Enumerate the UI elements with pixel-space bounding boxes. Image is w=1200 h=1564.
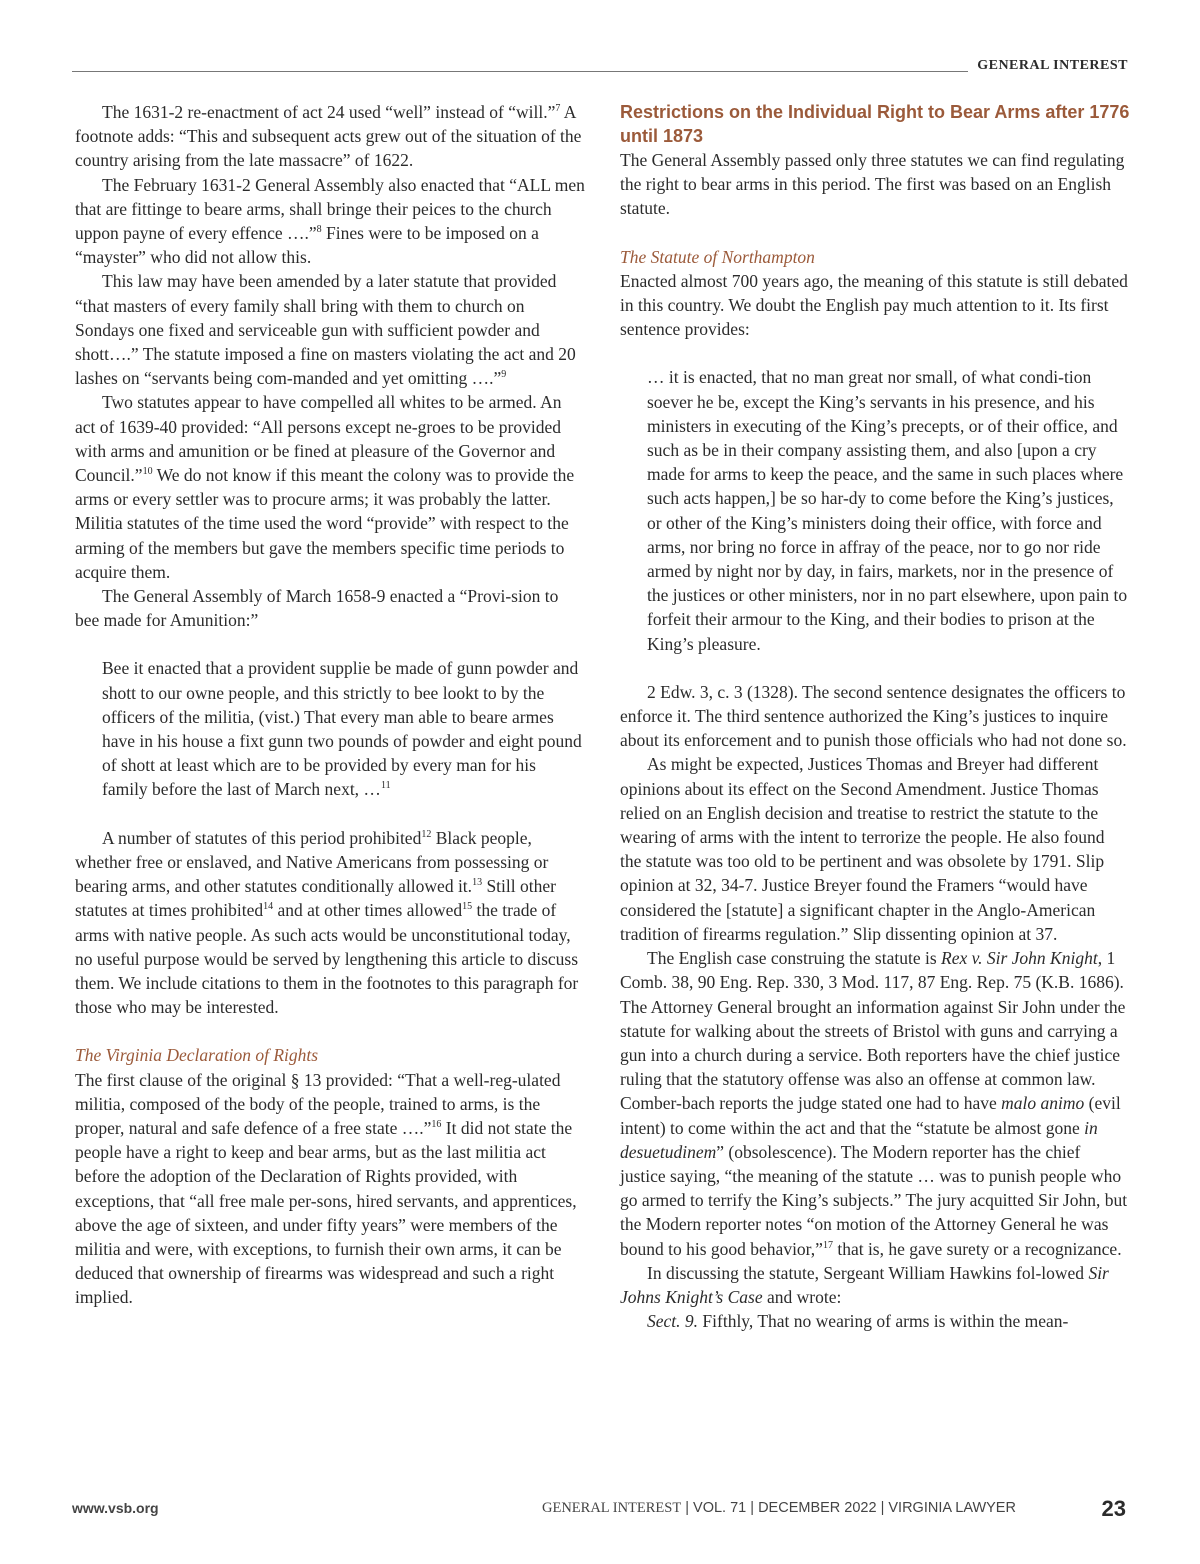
footnote-ref: 10 — [142, 466, 153, 478]
running-header — [72, 58, 1128, 78]
footnote-ref: 15 — [462, 901, 473, 913]
paragraph: The English case construing the statute is Rex v. Sir John Knight, 1 Comb. 38, 90 Eng. Rep. 330, 3 Mod. 117, 87 Eng. Rep. 75 (K.B. 1686). The Attorney General brought an information against Sir John under the statute for walking about the streets of Bristol with guns and carrying a gun into a church during a service. Both reporters have the chief justice ruling that the statutory offense was also an offense at common law. Comber-bach reports the judge stated one had to have malo animo (evil intent) to come within the act and that the “statute be almost gone in desuetudinem” (obsolescence). The Modern reporter has the chief justice saying, “the meaning of the statute … was to punish people who go armed to terrify the King’s subjects.” The jury acquitted Sir John, but the Modern reporter notes “on motion of the Attorney General he was bound to his good behavior,”$^{17}$ that is, he gave surety or a recognizance. — [620, 948, 1128, 1259]
footnote-ref: 11 — [380, 780, 391, 792]
header-rule — [72, 71, 968, 72]
footnote-ref: 7 — [555, 103, 561, 115]
paragraph: The 1631-2 re-enactment of act 24 used “well” instead of “will.”$^7$ A footnote adds: “This and subsequent acts grew out of the situation of the country arising from the late massacre” of 1622. — [75, 102, 582, 171]
footer-publication-info: GENERAL INTEREST | VOL. 71 | DECEMBER 2022 | VIRGINIA LAWYER — [542, 1500, 1016, 1516]
paragraph: Two statutes appear to have compelled all whites to be armed. An act of 1639-40 provided: “All persons except ne-groes to be provided with arms and amunition or be fined at pleasure of the Governor and Council.”$^{10}$ We do not know if this meant the colony was to provide the arms or every settler was to procure arms; it was probably the latter. Militia statutes of the time used the word “provide” with respect to the arming of the members but gave the members specific time periods to acquire them. — [75, 392, 575, 582]
footnote-ref: 17 — [822, 1239, 833, 1251]
paragraph: In discussing the statute, Sergeant William Hawkins fol-lowed Sir Johns Knight’s Case and wrote: — [620, 1262, 1109, 1307]
block-quote: Bee it enacted that a provident supplie be made of gunn powder and shott to our owne people, and this strictly to bee lookt to by the officers of the militia, (vist.) That every man able to beare armes have in his house a fixt gunn two pounds of powder and eight pound of shott at least which are to be provided by every man for his family before the last of March next, …$^{11}$ — [102, 658, 582, 800]
paragraph: The General Assembly passed only three statutes we can find regulating the right to bear arms in this period. The first was based on an English statute. — [620, 150, 1125, 219]
right-column — [620, 100, 1130, 1333]
subheading-statute-of-northampton: The Statute of Northampton — [620, 246, 815, 267]
left-column — [75, 100, 585, 1310]
section-heading: Restrictions on the Individual Right to Bear Arms after 1776 until 1873 — [620, 102, 1130, 146]
subheading-virginia-declaration: The Virginia Declaration of Rights — [75, 1045, 319, 1066]
paragraph: This law may have been amended by a later statute that provided “that masters of every family shall bring with them to church on Sondays one fixed and serviceable gun with sufficient powder and shott….” The statute imposed a fine on masters violating the act and 20 lashes on “servants being com-manded and yet omitting ….”$^9$ — [75, 271, 576, 389]
footnote-ref: 16 — [431, 1119, 442, 1131]
footer-website-link[interactable]: www.vsb.org — [72, 1500, 159, 1516]
paragraph: 2 Edw. 3, c. 3 (1328). The second sentence designates the officers to enforce it. The third sentence authorized the King’s justices to inquire about its enforcement and to punish those officials who had not done so. — [620, 681, 1127, 751]
footnote-ref: 14 — [263, 901, 274, 913]
page-number: 23 — [1101, 1496, 1126, 1521]
paragraph: The General Assembly of March 1658-9 enacted a “Provi-sion to bee made for Amunition:” — [75, 586, 559, 631]
header-section-label: GENERAL INTEREST — [977, 58, 1128, 73]
paragraph: As might be expected, Justices Thomas and Breyer had different opinions about its effect on the Second Amendment. Justice Thomas relied on an English decision and treatise to restrict the statute to the wearing of arms with the intent to terrorize the people. He also found the statute was too old to be pertinent and was obsolete by 1791. Slip opinion at 32, 34-7. Justice Breyer found the Framers “would have considered the [statute] a significant chapter in the Anglo-American tradition of firearms regulation.” Slip dissenting opinion at 37. — [620, 754, 1105, 944]
footnote-ref: 13 — [472, 877, 483, 889]
footnote-ref: 8 — [316, 224, 322, 236]
paragraph: Sect. 9. Fifthly, That no wearing of arms is within the mean- — [647, 1311, 1069, 1332]
block-quote: … it is enacted, that no man great nor small, of what condi-tion soever he be, except the King’s servants in his presence, and his ministers in executing of the King’s precepts, or of their office, and such as be in their company assisting them, and also [upon a cry made for arms to keep the peace, and the same in such places where such acts happen,] be so har-dy to come before the King’s justices, or other of the King’s ministers doing their office, with force and arms, nor bring no force in affray of the peace, nor to go nor ride armed by night nor by day, in fairs, markets, nor in the presence of the justices or other ministers, nor in no part elsewhere, upon pain to forfeit their armour to the King, and their bodies to prison at the King’s pleasure. — [647, 367, 1128, 654]
page-footer — [72, 1496, 1128, 1520]
paragraph: The February 1631-2 General Assembly also enacted that “ALL men that are fittinge to beare arms, shall bringe their peices to the church uppon payne of every effence ….”$^8$ Fines were to be imposed on a “mayster” who did not allow this. — [75, 174, 585, 268]
paragraph: A number of statutes of this period prohibited$^{12}$ Black people, whether free or enslaved, and Native Americans from possessing or bearing arms, and other statutes conditionally allowed it.$^{13}$ Still other statutes at times prohibited$^{14}$ and at other times allowed$^{15}$ the trade of arms with native people. As such acts would be unconstitutional today, no useful purpose would be served by lengthening this article to discuss them. We include citations to them in the footnotes to this paragraph for those who may be interested. — [75, 827, 579, 1018]
footnote-ref: 9 — [501, 369, 507, 381]
paragraph: The first clause of the original § 13 provided: “That a well-reg-ulated militia, composed of the body of the people, trained to arms, is the proper, natural and safe defence of a free state ….”$^{16}$ It did not state the people have a right to keep and bear arms, but as the last militia act before the adoption of the Declaration of Rights provided, with exceptions, that “all free male per-sons, hired servants, and apprentices, above the age of sixteen, and under fifty years” were members of the militia and were, with exceptions, to furnish their own arms, it can be deduced that ownership of firearms was widespread and such a right implied. — [75, 1069, 577, 1308]
paragraph: Enacted almost 700 years ago, the meaning of this statute is still debated in this country. We doubt the English pay much attention to it. Its first sentence provides: — [620, 270, 1128, 340]
footnote-ref: 12 — [421, 828, 432, 840]
